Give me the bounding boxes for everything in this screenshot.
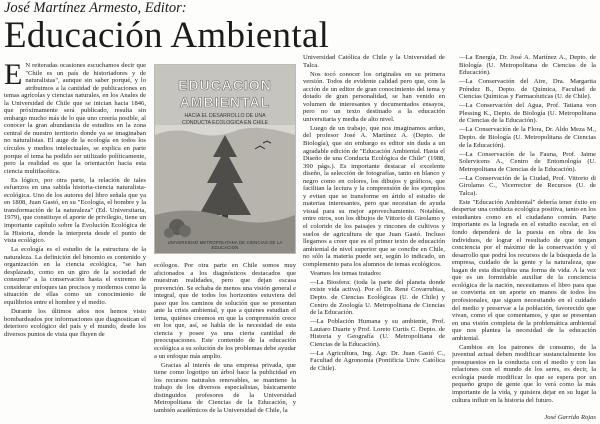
list-item: —La Conservación de la Flora, Dr. Aldo Meza M., Depto. de Biología (U. Metropolitana de Ciencias de la Educación). (459, 126, 596, 149)
paragraph: La ecología es el estudio de la estructura de la naturaleza. La definición del binomio es contenido y organización en la ciencia ecológica, "se han desplazado, como en un giro de la sociedad de consumo" a la conservación hasta el extremo de considerar enfoques tan precisos y modernos como la situación de ellas como un conocimiento de equilibrios entre el hombre y el medio. (4, 246, 146, 306)
list-item: —La Energía, Dr. José A. Martínez A., Depto. de Biología (U. Metropolitana de Ciencias de la Educación). (459, 54, 596, 77)
list-item: —La Conservación del Agua, Prof. Tatiana von Plessing K., Depto. de Biología (U. Metropolitana de Ciencias de la Educación). (459, 102, 596, 125)
cover-subtitle: HACIA EL DESARROLLO DE UNA CONDUCTA ECOLOGICA EN CHILE (181, 113, 269, 126)
article-column-1 (4, 62, 146, 424)
paragraph: Cambios en los patrones de consumo, de la juventud actual deben modificar sustancialmente los presupuestos en la conducta con el medio y con las relaciones con el mundo de los seres, es decir, la ecología puede modificar lo que se espera por un pequeño grupo de gente que lo verá como la más importante de la vida, y quisiera dejar en su lugar la cultura influir en la historia del futuro. (452, 343, 596, 404)
paragraph: Gracias al interés de una empresa privada, que tiene como logotipo un árbol hace la publicidad en los recursos naturales renovables, se mantiene la trabajo de los diversos especialistas, básicamente distinguidos profesores de la Universidad Metropolitana de Ciencias de la Educación, y también académicos de la Universidad de Chile, la (154, 361, 296, 414)
article-column-4 (452, 54, 596, 416)
paragraph: Veamos los temas tratados: (310, 269, 382, 277)
paragraph: Es lógico, por otra parte, la relación de tales esfuerzos en una sabida historia-ciencia naturalista-ecológica. Uno de los autores del libro señala que ya en 1808, Juan Gastó, en su "Ecología, el hombre y la transformación de la naturaleza" (Ed. Universitaria, 1979), que constituye el aporte de privilegio, tiene un importante capítulo sobre la Evolución Ecológica de la Historia, donde la interpreta desde el punto de vista ecológico. (4, 176, 146, 245)
article-column-3 (303, 54, 445, 424)
byline: José Martínez Armesto, Editor: (4, 0, 187, 16)
book-cover-image (154, 64, 296, 254)
list-item: —La Biosfera: (toda la parte del planeta donde existe vida activa). Por el Dr. René Covarrubias, Depto. de Ciencias Ecológicas (U. de Chile) y Centro de Zoología U. Metropolitana de Ciencias de la Educación. (310, 278, 445, 317)
paragraph: Durante los últimos años nos hemos visto bombardeados por informaciones que diagnostican el deterioro ecológico del país y el mundo, desde los diversos puntos de vista que fluyen de (4, 308, 146, 338)
author-signature: José Garrido Rojas (544, 414, 596, 421)
paragraph: E N reiteradas ocasiones escuchamos decir que "Chile es un país de historiadores y de naturalistas", aunque sin saber porqué, y lo atribuimos a la cantidad de publicaciones en temas agrícolas y ciencias naturales, en los Anales de la Universidad de Chile que se inician hacia 1846, que próximamente será publicado, resulta sin embargo mucho más de lo que uno creería posible, al conocer la gran abundancia de estudios en la zona central de nuestro territorio donde ya se imaginaban no naturalistas. El auge de la ecología en todos los círculos y medios intelectuales, se explica en parte porque el tema ha podido ser utilizado políticamente, pero la realidad es que la orientación hacia esta ciencia multifacética. (4, 62, 146, 175)
list-item: —La Conservación de la Ciudad, Prof. Vittorio di Girolamo C., Vicerrector de Recursos (U. de Talca). (459, 174, 596, 197)
headline: Educación Ambiental (4, 15, 330, 56)
cover-title: EDUCACION AMBIENTAL (178, 77, 272, 110)
paragraph: Luego de un trabajo, que nos imaginamos arduo, del profesor José A. Martínez A. (Depto. de Biología), que sin embargo es editor sin duda a un agradable edición de "Educación Ambiental. Hasta el Diseño de una Conducta Ecológica de Chile" (1988, 390 págs.). Es importante destacar el excelente diseño, la selección de fotografías, tanto en blanco y negro como en colores, los dibujos y gráficos, que facilitan la lectura y la comprensión de los ejemplos y evitan que se transforme en árido el estudio de materias interesantes, pero que necesitan de ayuda visual para su mejor aprovechamiento. Notables, entre otros, son los dibujos de Vittorio di Girolamo y el colorido de los paisajes y rincones de cultivos y suelos de agricultura de que Juan Gastó. Incluso llegamos a creer que es el primer texto de educación ambiental de nivel superior que se concibe en Chile, no sólo la materia puede ser, según lo indicado, un complemento para los alumnos de temas ecológicos. (303, 124, 445, 268)
paragraph: Nos tocó conocer los originales en su primera versión. Todos de evidente calidad pero que, con la acción de un editor de gran conocimiento del tema y dotado de gran personalidad, se han venido en volumen de interesantes y documentados ensayos, pero no un texto destinado a la educación universitaria y media de alto nivel. (303, 70, 445, 123)
drop-cap: E (4, 62, 23, 91)
paragraph: Este "Educación Ambiental" debería tener éxito en despertar una conducta ecológica positiva, tanto en los estudiantes como en el ciudadano común. Parte importante es la lograda en el estudio escolar, en el fondo dependerá de la puesta en obra de los individuos, de lograr el resultado de que tengan conciencia por el máximo de la conservación y el desarrollo que podrá los recursos de la búsqueda de la empresa, cuidado de la gente y la naturaleza, que hagan de esta disciplina una forma de vida. A la vez que es un formidable auxiliar de la conciencia ecológica de la nación, necesitamos el libro para que se convierta en un aporte en manos de todos los profesionales, que siguen necesitando en el cuidado del medio y preservar a la población, favorecido que vivan, como el que comentamos, y que se presentan en una visión completa de la problemática ambiental que nos plantea la necesidad de la educación ambiental. (452, 198, 596, 342)
list-item: —La Conservación de la Fauna, Prof. Jaime Solervicens A., Centro de Entomología (U. Metropolitana de Ciencias de la Educación). (459, 150, 596, 173)
cover-footer: UNIVERSIDAD METROPOLITANA DE CIENCIAS DE LA EDUCACION (167, 240, 283, 250)
list-item: —La Agricultura, Ing. Agr. Dr. Juan Gastó C., Facultad de Agronomía (Pontificia Univ. Católica de Chile). (310, 349, 445, 372)
paragraph: ecólogos. Por otra parte en Chile somos muy aficionados a los diagnósticos destacados que muestran realidades, pero que dejan escasa prevención. Se echaba de menos una visión general e integral, que de todos los horizontes estuviera del paso que los caminos de solución que se presentan ante la crisis ambiental, y que a quienes estudian el tema, quiénes creemos en que la comprensión crece en los que, así, se habla de la necesidad de esta ciencia y posee ya una cierta cantidad de preocupaciones. Este contenido de la educación ecológica a su solución de los problemas debe ayudar a un enfoque más amplio. (154, 262, 296, 360)
paragraph: Universidad Católica de Chile y la Universidad de Talca. (303, 54, 445, 69)
article-column-2 (154, 262, 296, 424)
list-item: —La Población Humana y su ambiente, Prof. Lautaro Duarte y Prof. Loreto Curtis C. Depto. de Historia y Geografía (U. Metropolitana de Ciencias de la Educación). (310, 318, 445, 348)
list-item: —La Conservación del Aire, Dra. Margarita Préndez B., Depto. de Química, Facultad de Ciencias Químicas y Farmacéuticas (U. de Chile). (459, 78, 596, 101)
